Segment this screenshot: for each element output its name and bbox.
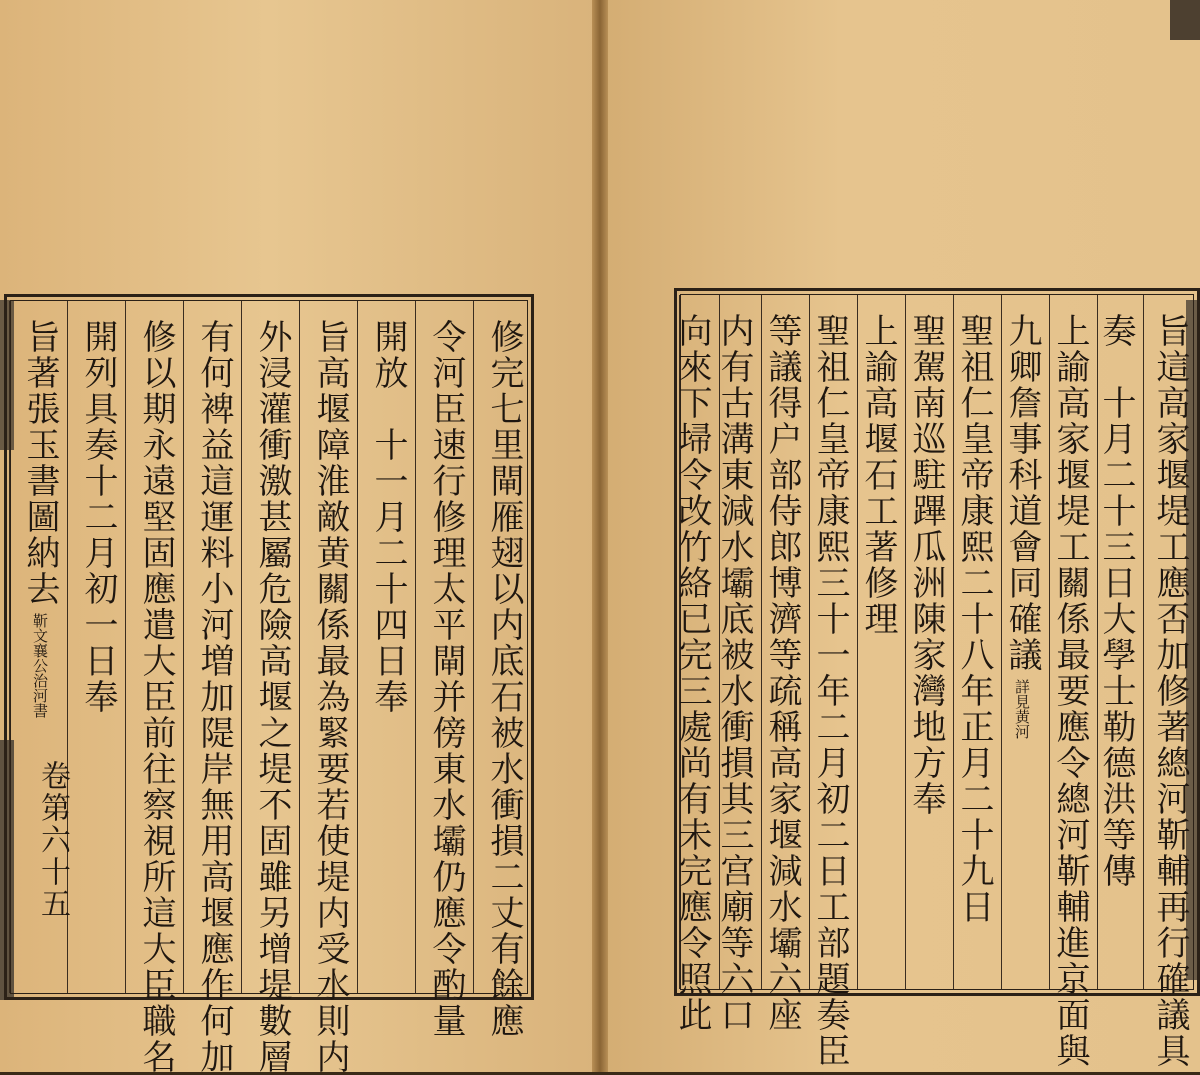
- right-column-4-text: 九卿詹事科道會同確議: [1002, 313, 1042, 673]
- left-text-frame: [4, 294, 534, 1075]
- left-column-1: 修完七里閘雁翅以内底石被水衝損二丈有餘應: [473, 301, 531, 993]
- right-column-11: 向來下埽令改竹絡已完三處尚有未完應令照此: [679, 295, 719, 989]
- right-column-10: 内有古溝東減水壩底被水衝損其三宫廟等六口: [719, 295, 761, 989]
- cross-reference-note: 詳見黄河: [1013, 679, 1031, 739]
- left-column-9-text: 旨著張玉書圖納去: [20, 319, 60, 607]
- right-column-8: 聖祖仁皇帝康熙三十一年二月初二日工部題奏臣: [809, 295, 857, 989]
- left-column-6: 有何裨益這運料小河増加隄岸無用高堰應作何加: [183, 301, 241, 993]
- right-column-6: 聖駕南巡駐蹕瓜洲陳家灣地方奉: [905, 295, 953, 989]
- right-column-5: 聖祖仁皇帝康熙二十八年正月二十九日: [953, 295, 1001, 989]
- right-text-frame: [672, 288, 1200, 1069]
- left-column-4: 旨高堰障淮敵黄關係最為緊要若使堤内受水則内: [299, 301, 357, 993]
- right-column-3: 上諭高家堰堤工關係最要應令總河靳輔進京面與: [1049, 295, 1097, 989]
- left-column-2: 令河臣速行修理太平閘并傍東水壩仍應令酌量: [415, 301, 473, 993]
- left-column-5: 外浸灌衝激甚屬危險高堰之堤不固雖另增堤數層: [241, 301, 299, 993]
- right-column-7: 上諭高堰石工著修理: [857, 295, 905, 989]
- left-column-3: 開放 十一月二十四日奉: [357, 301, 415, 993]
- corner-mark: [1170, 0, 1200, 40]
- right-column-1: 旨這高家堰堤工應否加修著總河靳輔再行確議具: [1143, 295, 1197, 989]
- left-column-8: 開列具奏十二月初一日奉: [67, 301, 125, 993]
- book-gutter: [592, 0, 608, 1072]
- right-column-2: 奏 十月二十三日大學士勒德洪等傳: [1097, 295, 1143, 989]
- right-column-9: 等議得户部侍郎博濟等疏稱高家堰減水壩六座: [761, 295, 809, 989]
- chapter-label: 卷第六十五: [35, 760, 70, 920]
- left-column-7: 修以期永遠堅固應遣大臣前往察視所這大臣職名: [125, 301, 183, 993]
- source-note: 靳文襄公治河書: [31, 613, 49, 718]
- right-column-4: [1001, 295, 1049, 989]
